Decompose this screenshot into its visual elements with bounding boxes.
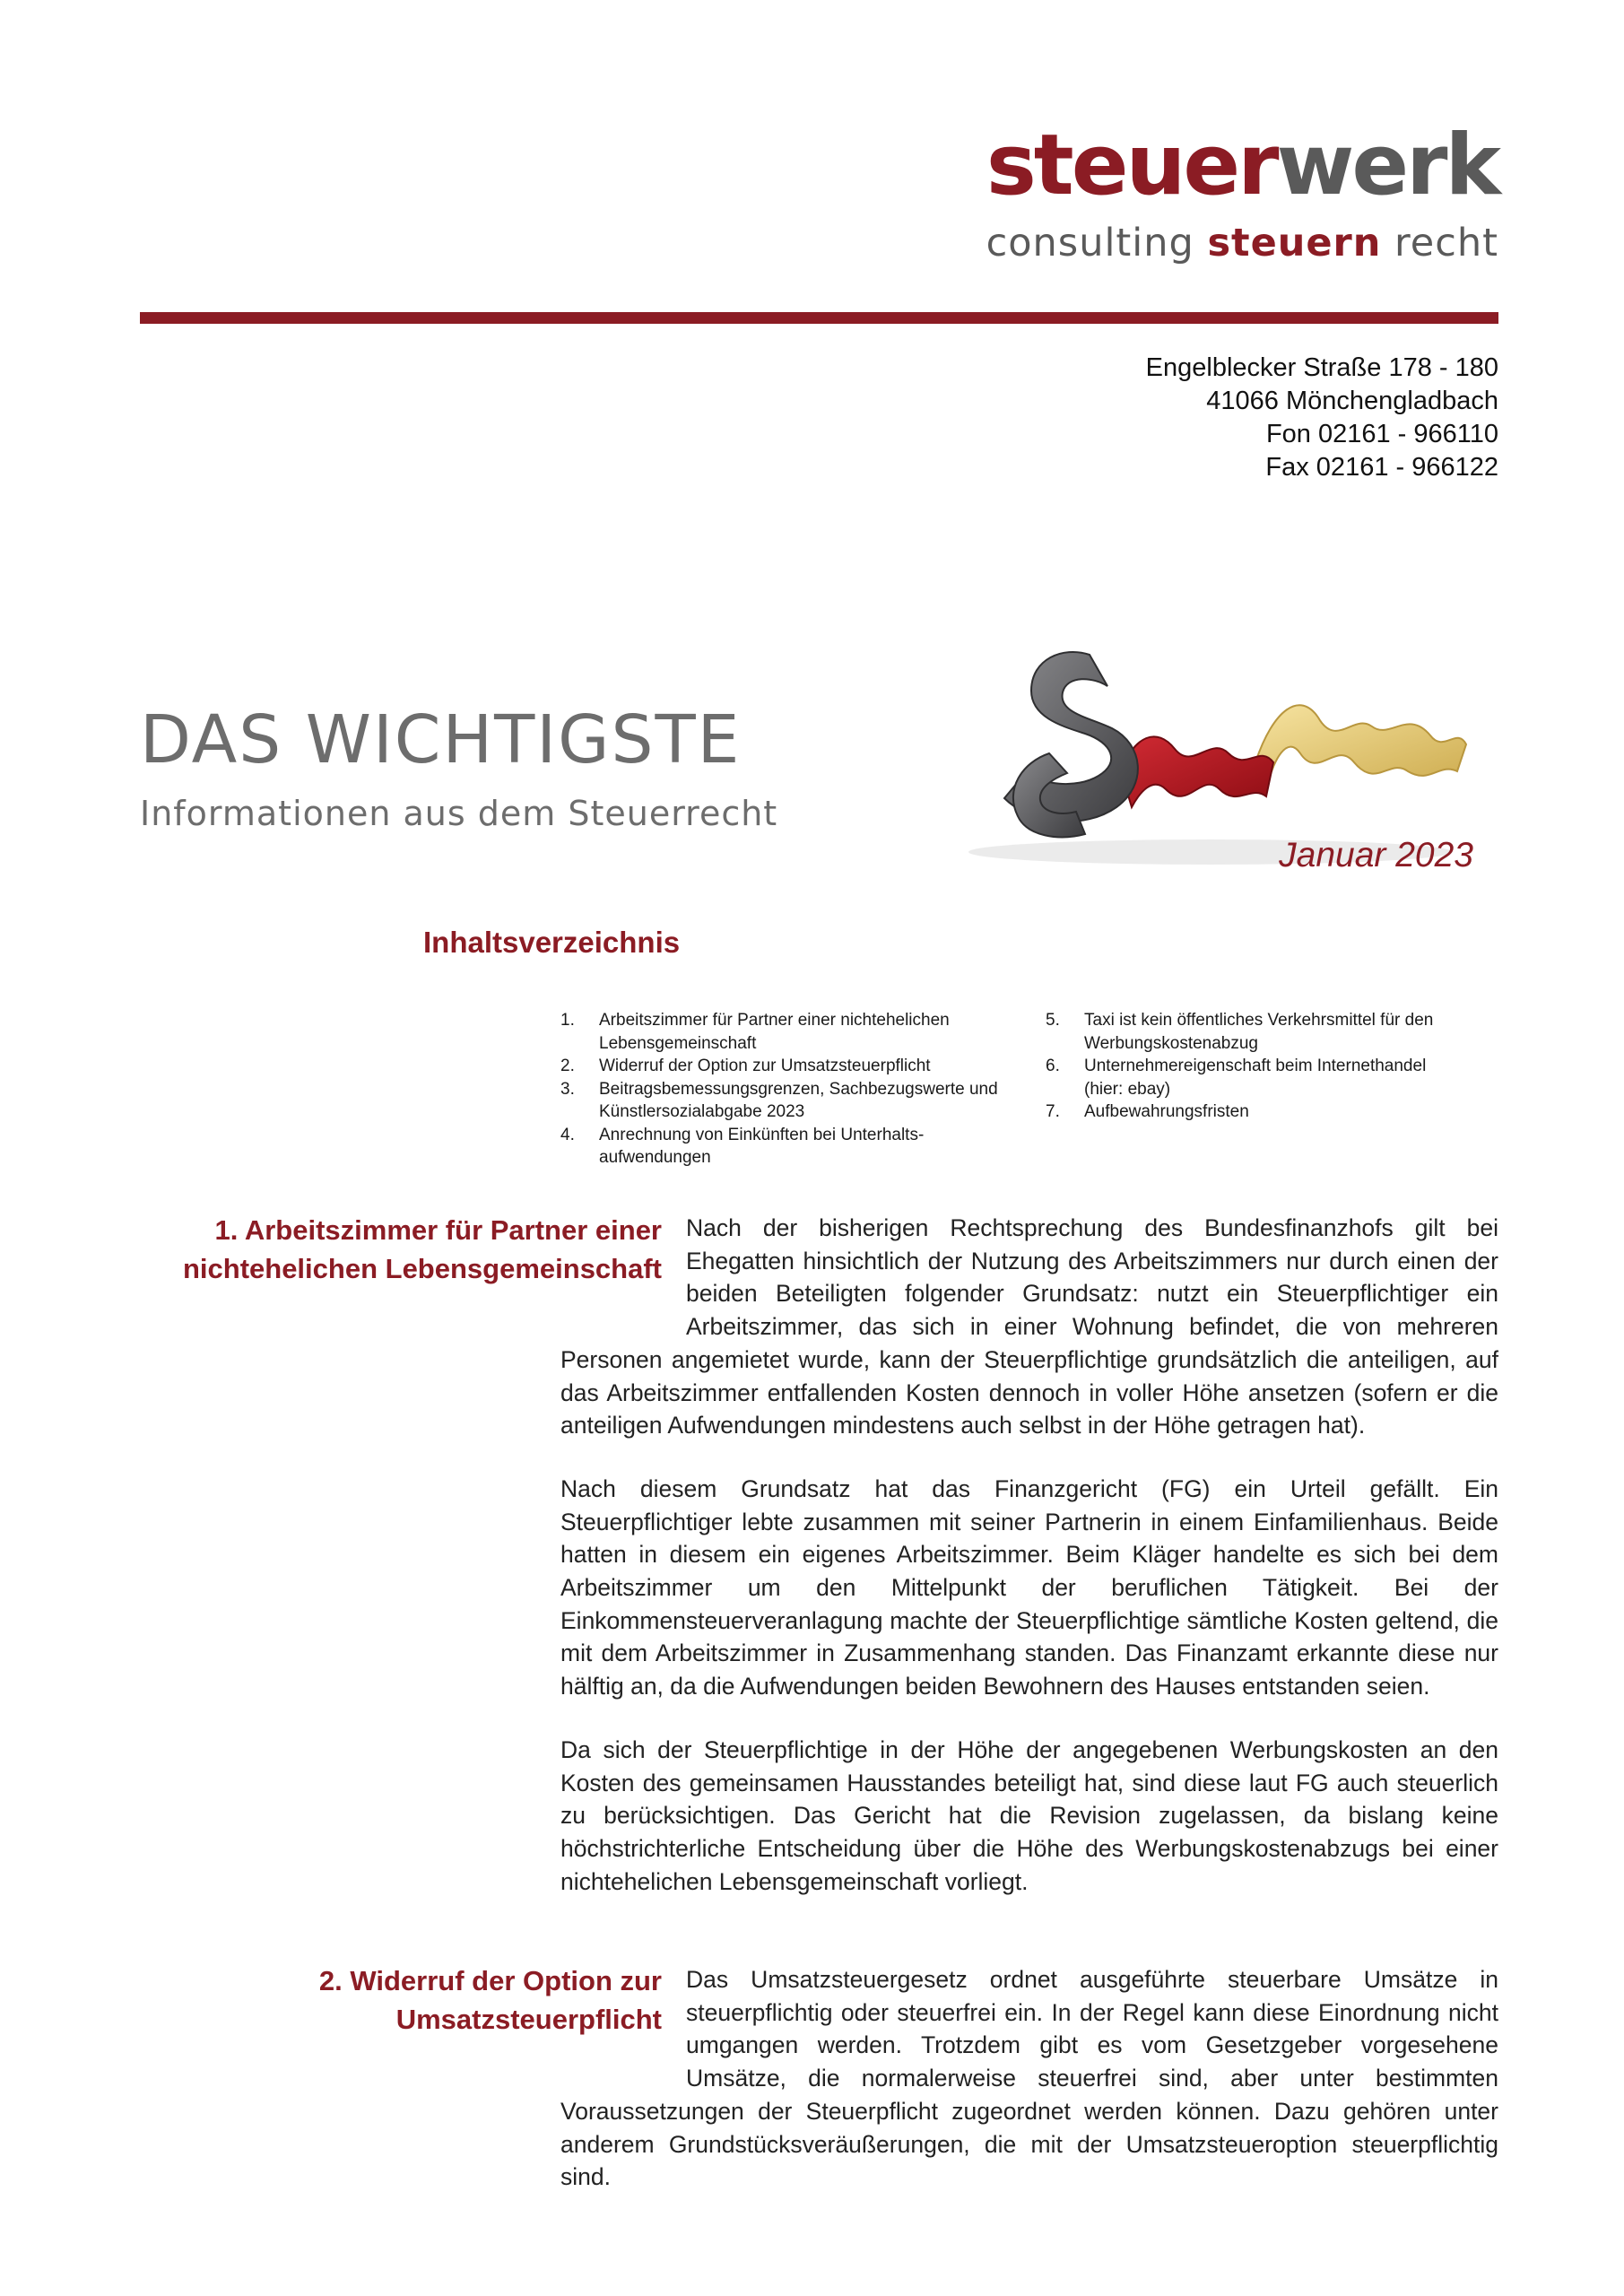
paragraph: Da sich der Steuerpflichtige in der Höhe der angegebenen Werbungskosten an den Kosten des gemeinsamen Hausstandes beteiligt hat, sind diese laut FG auch steuerlich zu berücksichtigen. Das Gericht hat die Revision zugelassen, da bislang keine höchstrichterliche Entscheidung über die Höhe des Werbungskostenabzugs bei einer nichtehelichen Lebensgemeinschaft vorliegt. [560,1735,1498,1895]
toc-item-text: Aufbewahrungsfristen [1084,1102,1249,1121]
toc-item-number: 3. [560,1079,575,1099]
page-title: DAS WICHTIGSTE [140,701,742,778]
toc-item-text: Unternehmereigenschaft beim Internethandel (hier: ebay) [1084,1057,1427,1099]
toc-item[interactable] [560,1124,1009,1170]
toc-item[interactable] [1046,1100,1467,1124]
paragraph-spacer [560,1703,1498,1734]
toc-right-column [1046,1009,1467,1124]
section-heading-line: 1. Arbeitszimmer für Partner einer [214,1214,662,1246]
toc-item-text: Taxi ist kein öffentliches Verkehrsmittel für den Werbungskostenabzug [1084,1011,1434,1053]
toc-item-text: Anrechnung von Einkünften bei Unterhaltsaufwendungen [599,1125,925,1167]
logo-tagline-consulting: consulting [986,221,1194,265]
paragraph: Nach diesem Grundsatz hat das Finanzgericht (FG) ein Urteil gefällt. Ein Steuerpflichtiger lebte zusammen mit seiner Partnerin in einem Einfamilienhaus. Beide hatten in diesem ein eigenes Arbeitszimmer. Beim Kläger handelte es sich bei dem Arbeitszimmer um den Mittelpunkt der beruflichen Tätigkeit. Bei der Einkommensteuerveranlagung machte der Steuerpflichtige sämtliche Kosten geltend, die mit dem Arbeitszimmer in Zusammenhang standen. Das Finanzamt erkannte diese nur hälftig an, da die Aufwendungen beiden Bewohnern des Hauses entstanden seien. [560,1474,1498,1700]
section-heading-line: nichtehelichen Lebensgemeinschaft [182,1253,662,1284]
address-phone: Fon 02161 - 966110 [1265,420,1498,448]
toc-item[interactable] [560,1078,1009,1124]
logo-wordmark [986,117,1498,214]
header-divider [140,312,1498,324]
toc-item[interactable] [560,1055,1009,1078]
address-fax: Fax 02161 - 966122 [1265,453,1498,482]
toc-title: Inhaltsverzeichnis [423,926,681,959]
toc-left-column [560,1009,1009,1170]
toc-item-number: 5. [1046,1011,1060,1030]
section-1-body [560,1212,1498,1898]
heading-gutter [560,1212,686,1312]
paragraph: Das Umsatzsteuergesetz ordnet ausgeführte steuerbare Umsätze in steuerpflichtig oder steuerfrei ein. In der Regel kann diese Einordnung nicht umgangen werden. Trotzdem gibt es vom Gesetzgeber vorgesehene Umsätze, die normalerweise steuerfrei sind, aber unter bestimmten Voraussetzungen der Steuerpflicht zugeordnet werden können. Dazu gehören unter anderem Grundstücksveräußerungen, die mit der Umsatzsteueroption steuerpflichtig sind. [560,1966,1498,2191]
page-subtitle: Informationen aus dem Steuerrecht [140,794,778,833]
toc-item-number: 4. [560,1125,575,1144]
toc-item-text: Widerruf der Option zur Umsatzsteuerpflicht [599,1057,931,1075]
logo-tagline-steuern: steuern [1207,221,1382,265]
toc-item-number: 7. [1046,1102,1060,1121]
section-2-body [560,1963,1498,2194]
address-street: Engelblecker Straße 178 - 180 [1145,353,1498,382]
logo-tagline [986,221,1498,265]
address-block [1146,352,1498,484]
logo-tagline-recht: recht [1394,221,1498,265]
paragraph-spacer [560,1442,1498,1473]
toc-item-number: 1. [560,1011,575,1030]
toc-item[interactable] [1046,1009,1467,1055]
toc-item[interactable] [560,1009,1009,1055]
paragraph: Nach der bisherigen Rechtsprechung des Bundesfinanzhofs gilt bei Ehegatten hinsichtlich der Nutzung des Arbeitszimmers nur durch einen der beiden Beteiligten folgender Grundsatz: nutzt ein Steuerpflichtiger ein Arbeitszimmer, das sich in einer Wohnung befindet, die von mehreren Personen angemietet wurde, kann der Steuerpflichtige grundsätzlich die anteiligen, auf das Arbeitszimmer entfallenden Kosten dennoch in voller Höhe ansetzen (sofern er die anteiligen Aufwendungen mindestens auch selbst in der Höhe getragen hat). [560,1214,1498,1439]
toc-item-text: Arbeitszimmer für Partner einer nichtehelichen Lebensgemeinschaft [599,1011,950,1053]
logo-part-werk: werk [1276,117,1498,214]
issue-date: Januar 2023 [1279,836,1473,874]
address-city: 41066 Mönchengladbach [1206,387,1498,415]
logo-part-steuer: steuer [986,117,1277,214]
toc-item-number: 6. [1046,1057,1060,1075]
toc-item-number: 2. [560,1057,575,1075]
toc-item[interactable] [1046,1055,1467,1100]
heading-gutter [560,1963,686,2064]
toc-item-text: Beitragsbemessungsgrenzen, Sachbezugswerte und Künstlersozialabgabe 2023 [599,1079,998,1121]
section-heading-line: 2. Widerruf der Option zur [318,1965,662,1996]
section-heading-line: Umsatzsteuerpflicht [395,2004,662,2035]
